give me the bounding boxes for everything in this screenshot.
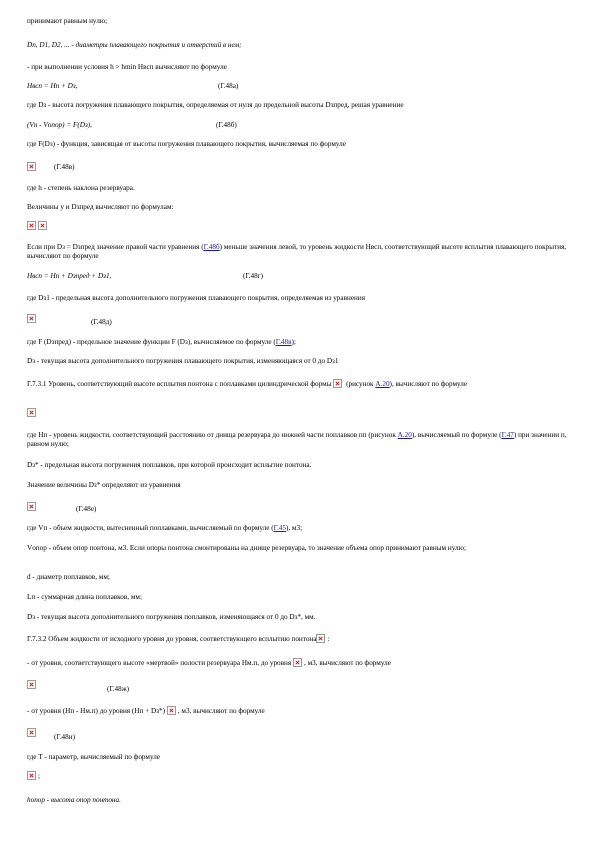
broken-image-icon [27,728,36,737]
text-line: принимают равным нулю; [27,17,108,25]
text-line: d - диаметр поплавков, мм; [27,573,110,581]
formula-image: ; [27,771,40,781]
text-line: Dз - текущая высота дополнительного погружения поплавков, изменяющаяся от 0 до Dз*, мм. [27,613,316,621]
broken-image-icon [27,680,36,689]
broken-image-icon [27,771,36,780]
broken-image-icon [293,658,302,667]
broken-image-icon [27,314,36,323]
formula-number: (Г.48ж) [107,685,130,693]
text-line: Dп, D1, D2, ... - диаметры плавающего покрытия и отверстий в нем; [27,41,242,49]
formula-number: (Г.48е) [76,505,97,513]
text-line: - от уровня, соответствующего высоте «мертвой» полости резервуара Hм.п, до уровня , м3, вычисляют по формуле [27,659,391,667]
formula-number: (Г.48в) [54,163,75,171]
broken-image-icon [27,408,36,417]
broken-image-icon [27,221,36,230]
text-line: - при выполнении условия h > hmin Hвсп вычисляют по формуле [27,63,227,71]
formula-text: (Vп - Vопор) = F(Dз), [27,121,92,129]
text-line: где T - параметр, вычисляемый по формуле [27,753,161,761]
text-line: hопор - высота опор понтона. [27,796,121,804]
formula-link[interactable]: Г.48в [275,338,292,346]
formula-text: Hвсп = Hп + Dз, [27,82,78,90]
text-line: Значение величины Dз* определяют из уравнения [27,481,181,489]
broken-image-icon [316,634,325,643]
formula-number: (Г.48а) [218,82,239,90]
figure-link[interactable]: А.20 [397,431,412,439]
text-line: Dз* - предельная высота погружения поплавков, при которой происходит всплытие понтона. [27,461,312,469]
broken-image-icon [27,162,36,171]
broken-image-icon [167,706,176,715]
text-line: где Dз1 - предельная высота дополнительного погружения плавающего покрытия, определяемая из уравнения [27,294,366,302]
formula-link[interactable]: Г.48б [203,243,220,251]
text-line: Dз - текущая высота дополнительного погружения плавающего покрытия, изменяющаяся от 0 до Dз1 [27,357,339,365]
figure-link[interactable]: А.20 [375,380,390,388]
formula-image [27,728,38,738]
formula-image [27,162,38,172]
text-line: где Dз - высота погружения плавающего покрытия, определяемая от нуля до предельной высоты Dзпред, решая уравнение [27,101,404,109]
broken-image-icon [38,221,47,230]
text-line: - от уровня (Hп - Hм.п) до уровня (Hп + Dз*) , м3, вычисляют по формуле [27,707,265,715]
formula-number: (Г.48и) [54,733,75,741]
text-line: Г.7.3.2 Объем жидкости от исходного уровня до уровня, соответствующего всплытию понтона : [27,635,330,643]
text-line: Lп - суммарная длина поплавков, мм; [27,593,142,601]
paragraph: Г.7.3.1 Уровень, соответствующий высоте всплытия понтона с поплавками цилиндрической формы (рисунок А.20), вычисляют по формуле [27,380,468,388]
formula-image [27,408,38,418]
formula-image [27,314,38,324]
paragraph: Если при Dз = Dзпред значение правой части уравнения (Г.48б) меньше значения левой, то уровень жидкости Hвсп, соответствующий высоте всплытия плавающего покрытия, вычисляют по формуле [27,243,567,260]
paragraph: где Hп - уровень жидкости, соответствующий расстоянию от днища резервуара до нижней части поплавков пп (рисунок А.20), вычисляемый по формуле (Г.47) при значении п, равном нулю; [27,431,567,448]
paragraph: Vопор - объем опор понтона, м3. Если опоры понтона смонтированы на днище резервуара, то значение объема опор принимают равным нулю; [27,544,466,552]
text-line: где h - степень наклона резервуара. [27,184,135,192]
text-line: где F (Dзпред) - предельное значение функции F (Dз), вычисляемое по формуле (Г.48в); [27,338,296,346]
broken-image-icon [333,379,342,388]
formula-number: (Г.48б) [216,121,237,129]
formula-number: (Г.48г) [243,272,264,280]
formula-image [27,680,38,690]
formula-link[interactable]: Г.45 [273,524,286,532]
text-line: где Vп - объем жидкости, вытесненный поплавками, вычисляемый по формуле (Г.45), м3; [27,524,303,532]
formula-link[interactable]: Г.47 [501,431,514,439]
formula-number: (Г.48д) [91,318,112,326]
text-line: Величины y и Dзпред вычисляют по формулам: [27,203,174,211]
formula-image [27,502,38,512]
text-line: где F(Dз) - функция, зависящая от высоты погружения плавающего покрытия, вычисляемая по формуле [27,140,346,148]
formula-text: Hвсп = Hп + Dзпред + Dз1, [27,272,112,280]
formula-image-pair [27,221,49,231]
broken-image-icon [27,502,36,511]
